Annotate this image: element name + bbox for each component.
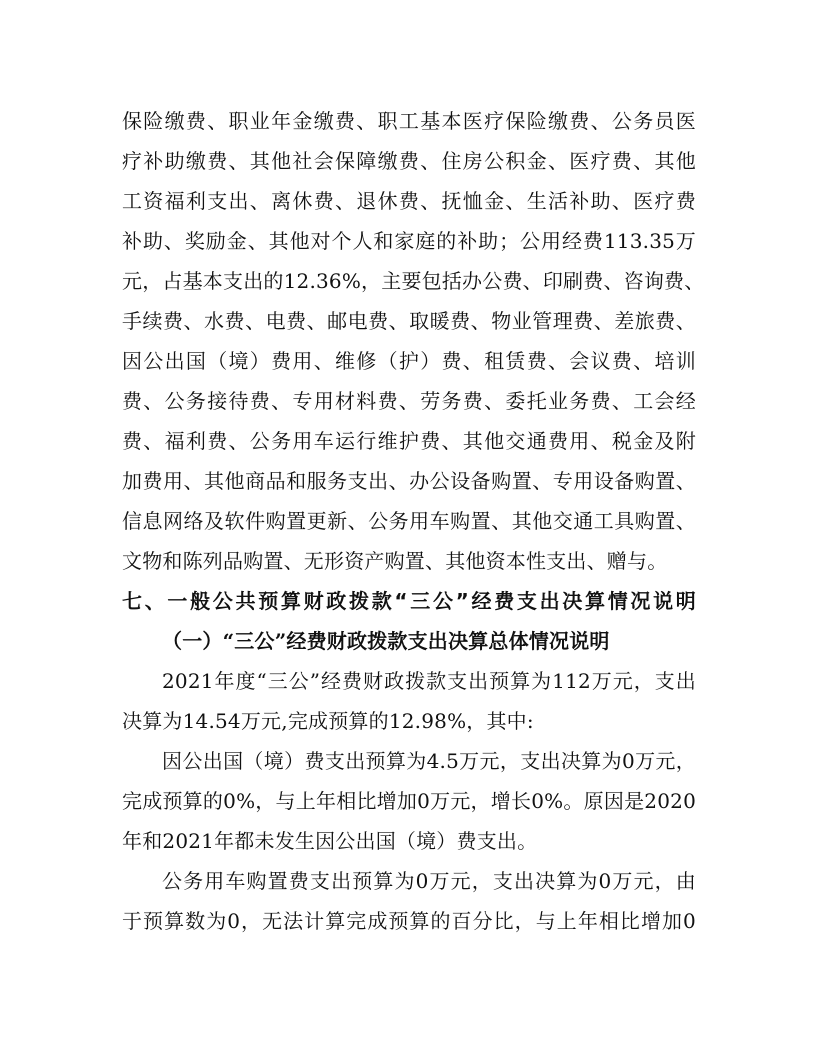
body-text-line: 手续费、水费、电费、邮电费、取暖费、物业管理费、差旅费、 <box>122 309 696 333</box>
body-text-line: 疗补助缴费、其他社会保障缴费、住房公积金、医疗费、其他 <box>122 149 696 173</box>
body-text-line: 文物和陈列品购置、无形资产购置、其他资本性支出、赠与。 <box>122 549 668 573</box>
section-heading: 七、一般公共预算财政拨款“三公”经费支出决算情况说明 <box>122 589 696 613</box>
body-text-line: 工资福利支出、离休费、退休费、抚恤金、生活补助、医疗费 <box>122 189 696 213</box>
body-text-line: 信息网络及软件购置更新、公务用车购置、其他交通工具购置、 <box>122 509 696 533</box>
body-text-line: 费、公务接待费、专用材料费、劳务费、委托业务费、工会经 <box>122 389 696 413</box>
paragraph-line: 完成预算的0%，与上年相比增加0万元，增长0%。原因是2020 <box>122 789 696 813</box>
body-text-line: 补助、奖励金、其他对个人和家庭的补助；公用经费113.35万 <box>122 229 696 253</box>
body-text-line: 保险缴费、职业年金缴费、职工基本医疗保险缴费、公务员医 <box>122 109 696 133</box>
paragraph-line: 于预算数为0，无法计算完成预算的百分比，与上年相比增加0 <box>122 909 696 933</box>
paragraph-line: 决算为14.54万元,完成预算的12.98%，其中: <box>122 709 534 733</box>
paragraph-line: 年和2021年都未发生因公出国（境）费支出。 <box>122 829 538 853</box>
paragraph-line: 2021年度“三公”经费财政拨款支出预算为112万元，支出 <box>162 669 696 693</box>
paragraph-line: 因公出国（境）费支出预算为4.5万元，支出决算为0万元， <box>162 749 696 773</box>
paragraph-line: 公务用车购置费支出预算为0万元，支出决算为0万元，由 <box>162 869 696 893</box>
body-text-line: 因公出国（境）费用、维修（护）费、租赁费、会议费、培训 <box>122 349 696 373</box>
sub-heading: （一）“三公”经费财政拨款支出决算总体情况说明 <box>162 629 610 653</box>
body-text-line: 元，占基本支出的12.36%，主要包括办公费、印刷费、咨询费、 <box>122 269 705 293</box>
body-text-line: 加费用、其他商品和服务支出、办公设备购置、专用设备购置、 <box>122 469 696 493</box>
body-text-line: 费、福利费、公务用车运行维护费、其他交通费用、税金及附 <box>122 429 696 453</box>
